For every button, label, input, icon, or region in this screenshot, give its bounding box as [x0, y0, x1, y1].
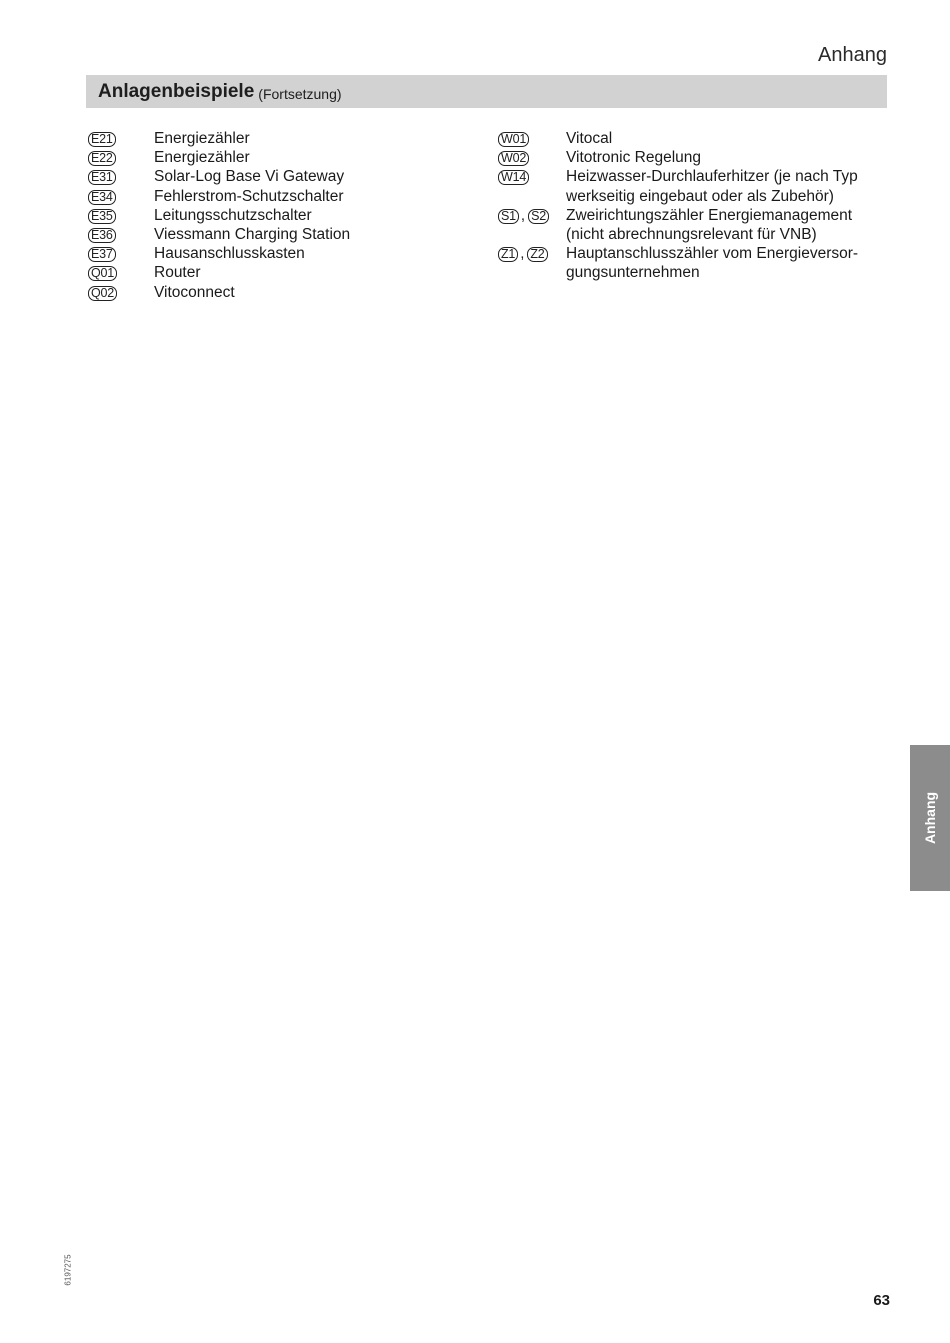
component-code-badge: Z2: [527, 247, 547, 262]
description-line: Fehlerstrom-Schutzschalter: [154, 187, 344, 205]
description-line: werkseitig eingebaut oder als Zubehör): [566, 187, 834, 205]
legend-item: [88, 206, 448, 225]
component-code-badge: E22: [88, 151, 116, 166]
legend-description: [154, 283, 448, 302]
side-tab-label: Anhang: [922, 791, 938, 845]
title-bar: [86, 75, 887, 108]
legend-item: [498, 148, 888, 167]
component-code-badge: W14: [498, 170, 529, 185]
legend-codes: [88, 206, 154, 225]
legend-codes: [88, 187, 154, 206]
legend-codes: [498, 206, 566, 244]
legend-codes: [88, 283, 154, 302]
legend-codes: [88, 225, 154, 244]
description-line: Solar-Log Base Vi Gateway: [154, 168, 345, 186]
legend-description: [566, 244, 888, 282]
legend-codes: [498, 167, 566, 205]
page-number: 63: [873, 1292, 890, 1309]
legend-item: [88, 148, 448, 167]
legend-item: [498, 167, 888, 205]
description-line: gungsunternehmen: [566, 264, 700, 282]
description-line: Energiezähler: [154, 130, 250, 147]
component-code-badge: E34: [88, 190, 116, 205]
legend-description: [566, 129, 888, 148]
legend-description: [154, 129, 448, 148]
legend-description: [154, 263, 448, 282]
doc-number-text: 6197275: [63, 1254, 73, 1286]
description-line: Leitungsschutzschalter: [154, 206, 312, 224]
legend-codes: [88, 129, 154, 148]
legend-item: [498, 129, 888, 148]
section-label: Anhang: [818, 44, 887, 66]
code-separator: ,: [520, 206, 526, 224]
description-line: Vitocal: [566, 130, 613, 147]
legend-item: [88, 187, 448, 206]
component-code-badge: Q02: [88, 286, 117, 301]
legend-description: [154, 225, 448, 244]
component-code-badge: Q01: [88, 266, 117, 281]
component-code-badge: S1: [498, 209, 519, 224]
legend-codes: [498, 148, 566, 167]
legend-item: [498, 206, 888, 244]
description-line: (nicht abrechnungsrelevant für VNB): [566, 226, 817, 244]
legend-item: [88, 225, 448, 244]
legend-description: [154, 244, 448, 263]
description-line: Vitoconnect: [154, 283, 235, 301]
description-line: Hauptanschlusszähler vom Energieversor-: [566, 245, 859, 263]
legend-item: [88, 244, 448, 263]
side-tab[interactable]: [910, 745, 950, 891]
legend-item: [88, 129, 448, 148]
legend-description: [154, 187, 448, 206]
description-line: Zweirichtungszähler Energiemanagement: [566, 206, 853, 224]
description-line: Viessmann Charging Station: [154, 226, 351, 244]
legend-codes: [88, 263, 154, 282]
component-code-badge: E35: [88, 209, 116, 224]
description-line: Heizwasser-Durchlauferhitzer (je nach Typ: [566, 168, 858, 186]
component-code-badge: Z1: [498, 247, 518, 262]
doc-number: [58, 1252, 78, 1288]
legend-description: [566, 206, 888, 244]
legend-description: [154, 206, 448, 225]
component-code-badge: E36: [88, 228, 116, 243]
legend-codes: [88, 167, 154, 186]
legend-codes: [498, 244, 566, 282]
component-code-badge: E37: [88, 247, 116, 262]
legend-item: [88, 167, 448, 186]
legend-description: [566, 148, 888, 167]
legend-codes: [498, 129, 566, 148]
description-line: Vitotronic Regelung: [566, 149, 701, 167]
component-code-badge: W01: [498, 132, 529, 147]
legend-right-column: [498, 129, 888, 283]
component-code-badge: E31: [88, 170, 116, 185]
legend-item: [88, 283, 448, 302]
description-line: Hausanschlusskasten: [154, 245, 305, 263]
legend-left-column: [88, 129, 448, 302]
legend-codes: [88, 244, 154, 263]
legend-description: [154, 167, 448, 186]
component-code-badge: S2: [528, 209, 549, 224]
code-separator: ,: [520, 245, 525, 263]
legend-item: [88, 263, 448, 282]
page-subtitle: (Fortsetzung): [258, 85, 342, 102]
page-title: Anlagenbeispiele: [98, 80, 255, 102]
legend-description: [566, 167, 888, 205]
legend-codes: [88, 148, 154, 167]
component-code-badge: E21: [88, 132, 116, 147]
component-code-badge: W02: [498, 151, 529, 166]
description-line: Energiezähler: [154, 149, 250, 167]
legend-description: [154, 148, 448, 167]
legend-item: [498, 244, 888, 282]
description-line: Router: [154, 264, 201, 282]
